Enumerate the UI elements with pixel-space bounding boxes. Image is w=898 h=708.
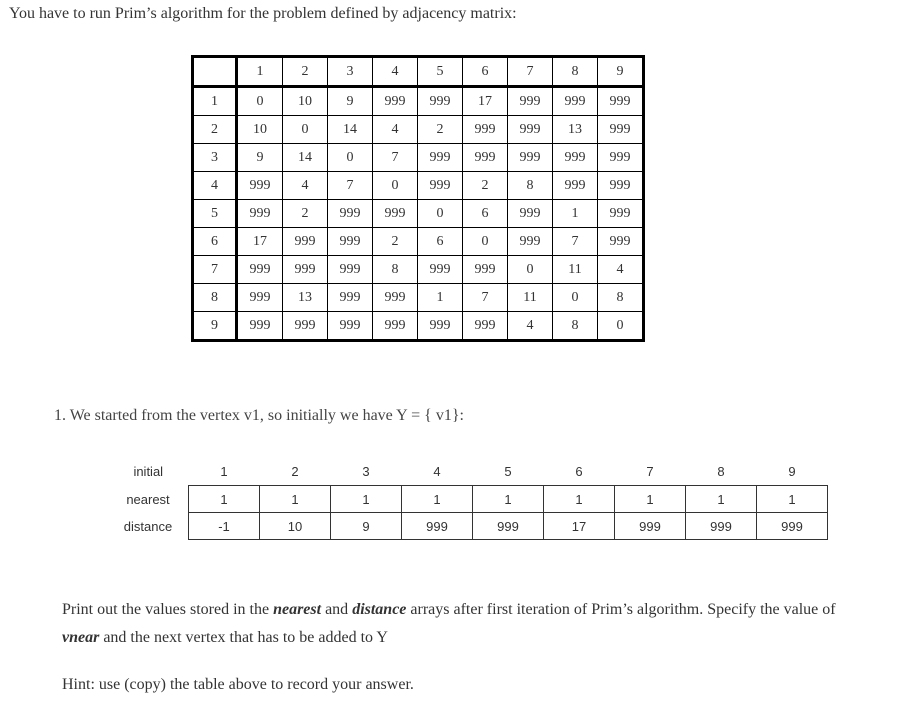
prim-arrays-table [108,457,828,540]
matrix-row-header: 8 [193,284,237,312]
matrix-cell: 8 [373,256,418,284]
distance-cell: 10 [260,513,331,540]
distance-cell: 999 [615,513,686,540]
question-part: Print out the values stored in the [62,601,274,618]
adjacency-matrix [191,55,645,342]
matrix-cell: 999 [553,87,598,116]
matrix-cell: 0 [463,228,508,256]
matrix-cell: 999 [373,87,418,116]
matrix-cell: 999 [237,256,283,284]
vertex-index-header: 1 [220,463,228,479]
matrix-cell: 0 [418,200,463,228]
matrix-cell: 999 [283,256,328,284]
matrix-cell: 11 [553,256,598,284]
matrix-cell: 4 [283,172,328,200]
matrix-row [193,172,644,200]
vertex-index-header: 9 [788,463,796,479]
matrix-row-header: 2 [193,116,237,144]
matrix-cell: 999 [598,116,644,144]
distance-cell: 9 [331,513,402,540]
matrix-cell: 999 [328,312,373,341]
matrix-cell: 999 [328,284,373,312]
matrix-cell: 999 [418,312,463,341]
nearest-cell: 1 [402,486,473,513]
matrix-cell: 999 [418,144,463,172]
vertex-index-header: 2 [291,463,299,479]
hint-text: Hint: use (copy) the table above to record your answer. [62,676,414,693]
matrix-cell: 999 [508,87,553,116]
nearest-cell: 1 [473,486,544,513]
matrix-cell: 999 [283,312,328,341]
distance-cell: 999 [473,513,544,540]
matrix-cell: 999 [328,256,373,284]
matrix-cell: 17 [237,228,283,256]
question-part: and the next vertex that has to be added to Y [99,629,388,646]
matrix-cell: 999 [463,312,508,341]
matrix-cell: 999 [373,312,418,341]
matrix-cell: 7 [463,284,508,312]
matrix-cell: 6 [418,228,463,256]
question-emphasis-vnear: vnear [62,629,100,646]
matrix-cell: 999 [373,284,418,312]
matrix-row-header: 3 [193,144,237,172]
matrix-cell: 9 [328,87,373,116]
matrix-cell: 8 [508,172,553,200]
nearest-cell: 1 [686,486,757,513]
matrix-cell: 1 [418,284,463,312]
matrix-cell: 13 [283,284,328,312]
intro-text: You have to run Prim’s algorithm for the problem defined by adjacency matrix: [9,5,517,22]
distance-label: distance [123,518,173,534]
matrix-col-header: 2 [283,57,328,87]
matrix-col-header: 4 [373,57,418,87]
question-part: arrays after first iteration of Prim’s algorithm. Specify the value of [406,601,836,618]
matrix-cell: 999 [418,172,463,200]
nearest-cell: 1 [544,486,615,513]
matrix-cell: 999 [598,200,644,228]
matrix-cell: 999 [237,312,283,341]
matrix-cell: 0 [553,284,598,312]
question-text [62,596,842,652]
question-emphasis-distance: distance [352,601,407,618]
matrix-row-header: 6 [193,228,237,256]
distance-cell: -1 [189,513,260,540]
matrix-row-header: 9 [193,312,237,341]
matrix-row [193,284,644,312]
nearest-cell: 1 [757,486,828,513]
matrix-row [193,200,644,228]
matrix-cell: 999 [598,87,644,116]
matrix-col-header: 3 [328,57,373,87]
matrix-cell: 9 [237,144,283,172]
matrix-cell: 999 [508,144,553,172]
matrix-cell: 999 [553,172,598,200]
step-text: 1. We started from the vertex v1, so initially we have Y = { v1}: [54,407,464,424]
matrix-row [193,228,644,256]
matrix-cell: 999 [463,144,508,172]
distance-cell: 999 [757,513,828,540]
matrix-cell: 8 [553,312,598,341]
matrix-cell: 999 [418,256,463,284]
matrix-cell: 11 [508,284,553,312]
matrix-cell: 999 [237,200,283,228]
matrix-cell: 999 [508,200,553,228]
matrix-cell: 999 [418,87,463,116]
matrix-col-header: 1 [237,57,283,87]
question-emphasis-nearest: nearest [273,601,322,618]
vertex-index-header: 8 [717,463,725,479]
matrix-cell: 7 [373,144,418,172]
matrix-cell: 4 [598,256,644,284]
vertex-index-header: 5 [504,463,512,479]
matrix-corner-cell [193,57,237,87]
matrix-cell: 999 [598,172,644,200]
matrix-cell: 0 [598,312,644,341]
matrix-cell: 1 [553,200,598,228]
matrix-cell: 999 [283,228,328,256]
matrix-cell: 999 [508,116,553,144]
initial-label: initial [133,463,164,479]
vertex-index-header: 4 [433,463,441,479]
matrix-row [193,312,644,341]
matrix-col-header: 9 [598,57,644,87]
distance-cell: 999 [402,513,473,540]
vertex-index-header: 3 [362,463,370,479]
matrix-cell: 0 [373,172,418,200]
distance-cell: 17 [544,513,615,540]
vertex-index-header: 6 [575,463,583,479]
matrix-cell: 999 [508,228,553,256]
nearest-cell: 1 [615,486,686,513]
matrix-cell: 4 [508,312,553,341]
matrix-cell: 6 [463,200,508,228]
question-part: and [321,601,353,618]
matrix-cell: 999 [373,200,418,228]
matrix-cell: 0 [328,144,373,172]
matrix-col-header: 6 [463,57,508,87]
matrix-cell: 10 [283,87,328,116]
matrix-cell: 999 [328,200,373,228]
matrix-cell: 0 [283,116,328,144]
matrix-row [193,116,644,144]
matrix-cell: 17 [463,87,508,116]
matrix-cell: 7 [328,172,373,200]
matrix-cell: 0 [508,256,553,284]
matrix-cell: 999 [463,116,508,144]
matrix-cell: 2 [373,228,418,256]
matrix-col-header: 7 [508,57,553,87]
matrix-cell: 0 [237,87,283,116]
matrix-row-header: 1 [193,87,237,116]
vertex-index-header: 7 [646,463,654,479]
matrix-cell: 10 [237,116,283,144]
matrix-cell: 999 [598,228,644,256]
matrix-cell: 13 [553,116,598,144]
matrix-cell: 4 [373,116,418,144]
nearest-label: nearest [126,491,170,507]
matrix-cell: 14 [328,116,373,144]
matrix-row [193,256,644,284]
matrix-cell: 14 [283,144,328,172]
matrix-row [193,144,644,172]
nearest-cell: 1 [189,486,260,513]
matrix-row [193,87,644,116]
matrix-cell: 2 [418,116,463,144]
matrix-col-header: 8 [553,57,598,87]
matrix-col-header: 5 [418,57,463,87]
nearest-cell: 1 [260,486,331,513]
matrix-cell: 2 [283,200,328,228]
matrix-row-header: 4 [193,172,237,200]
matrix-cell: 999 [237,172,283,200]
distance-cell: 999 [686,513,757,540]
matrix-cell: 999 [328,228,373,256]
matrix-cell: 999 [237,284,283,312]
nearest-cell: 1 [331,486,402,513]
matrix-row-header: 5 [193,200,237,228]
matrix-cell: 999 [553,144,598,172]
matrix-cell: 999 [598,144,644,172]
matrix-cell: 7 [553,228,598,256]
matrix-cell: 999 [463,256,508,284]
matrix-cell: 2 [463,172,508,200]
matrix-cell: 8 [598,284,644,312]
matrix-row-header: 7 [193,256,237,284]
